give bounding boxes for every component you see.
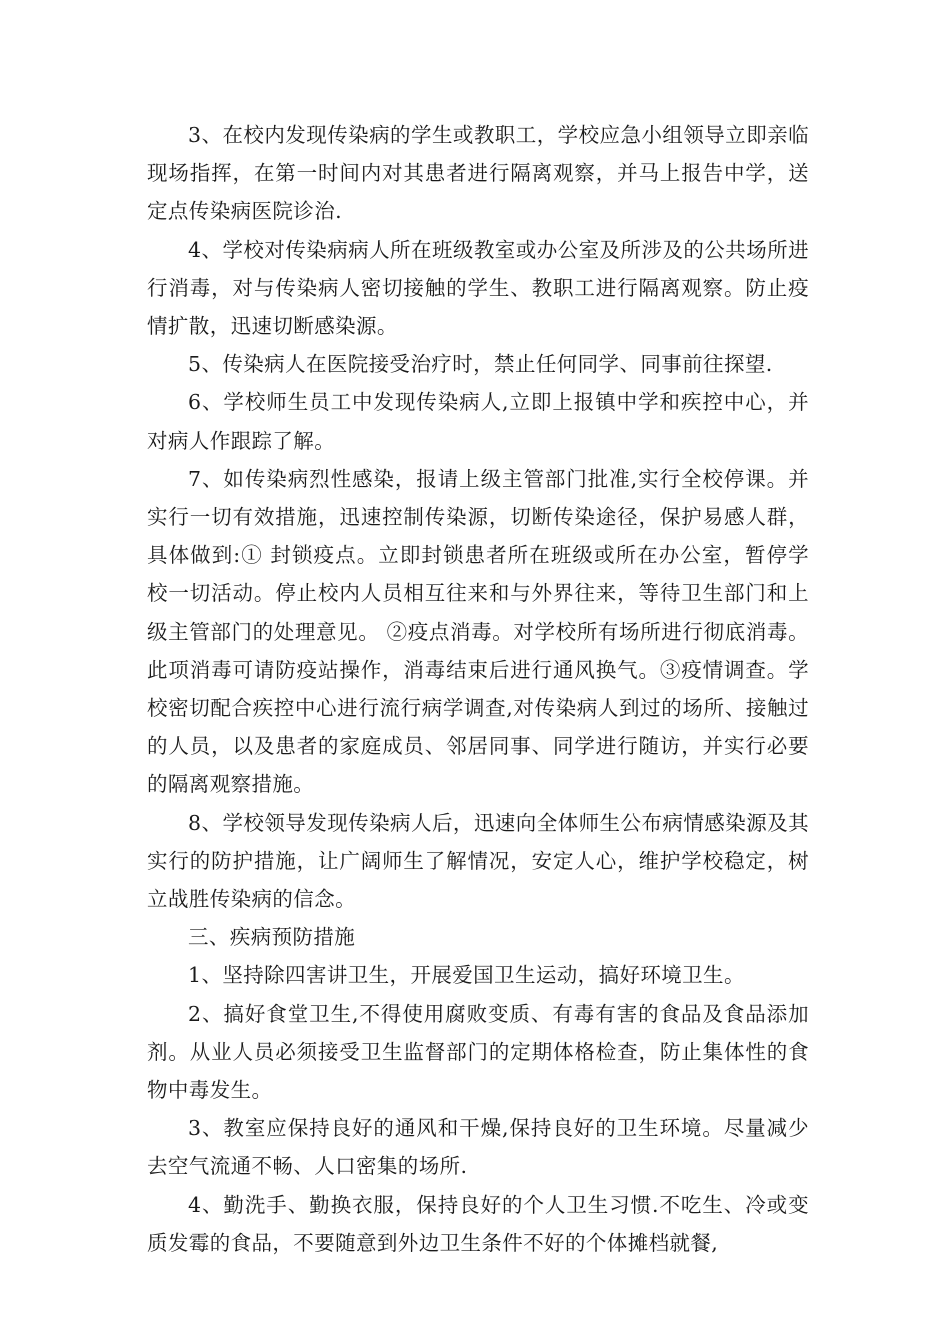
document-page <box>147 116 809 1262</box>
paragraph-item-3: 3、在校内发现传染病的学生或教职工，学校应急小组领导立即亲临现场指挥，在第一时间内对其患者进行隔离观察，并马上报告中学，送定点传染病医院诊治. <box>147 123 809 224</box>
section-heading: 三、疾病预防措施 <box>188 925 356 950</box>
paragraph-item-7: 7、如传染病烈性感染，报请上级主管部门批准,实行全校停课。并实行一切有效措施，迅速控制传染源，切断传染途径，保护易感人群，具体做到:① 封锁疫点。立即封锁患者所在班级或所在办公室，暂停学校一切活动。停止校内人员相互往来和与外界往来，等待卫生部门和上级主管部门的处理意见。 ②疫点消毒。对学校所有场所进行彻底消毒。此项消毒可请防疫站操作，消毒结束后进行通风换气。③疫情调查。学校密切配合疾控中心进行流行病学调查,对传染病人到过的场所、接触过的人员，以及患者的家庭成员、邻居同事、同学进行随访，并实行必要的隔离观察措施。 <box>147 466 809 797</box>
prevention-item-1: 1、坚持除四害讲卫生，开展爱国卫生运动，搞好环境卫生。 <box>188 963 745 988</box>
prevention-item-2: 2、搞好食堂卫生,不得使用腐败变质、有毒有害的食品及食品添加剂。从业人员必须接受卫生监督部门的定期体格检查，防止集体性的食物中毒发生。 <box>147 1001 809 1103</box>
paragraph-item-8: 8、学校领导发现传染病人后，迅速向全体师生公布病情感染源及其实行的防护措施，让广阔师生了解情况，安定人心，维护学校稳定，树立战胜传染病的信念。 <box>147 810 809 912</box>
paragraph-item-5: 5、传染病人在医院接受治疗时，禁止任何同学、同事前往探望. <box>188 352 773 377</box>
paragraph-item-4: 4、学校对传染病病人所在班级教室或办公室及所涉及的公共场所进行消毒，对与传染病人密切接触的学生、教职工进行隔离观察。防止疫情扩散，迅速切断感染源。 <box>147 237 809 339</box>
paragraph-item-6: 6、学校师生员工中发现传染病人,立即上报镇中学和疾控中心，并对病人作跟踪了解。 <box>147 390 809 453</box>
prevention-item-3: 3、教室应保持良好的通风和干燥,保持良好的卫生环境。尽量减少去空气流通不畅、人口密集的场所. <box>147 1116 809 1179</box>
prevention-item-4: 4、勤洗手、勤换衣服，保持良好的个人卫生习惯.不吃生、冷或变质发霉的食品，不要随意到外边卫生条件不好的个体摊档就餐, <box>147 1192 809 1255</box>
